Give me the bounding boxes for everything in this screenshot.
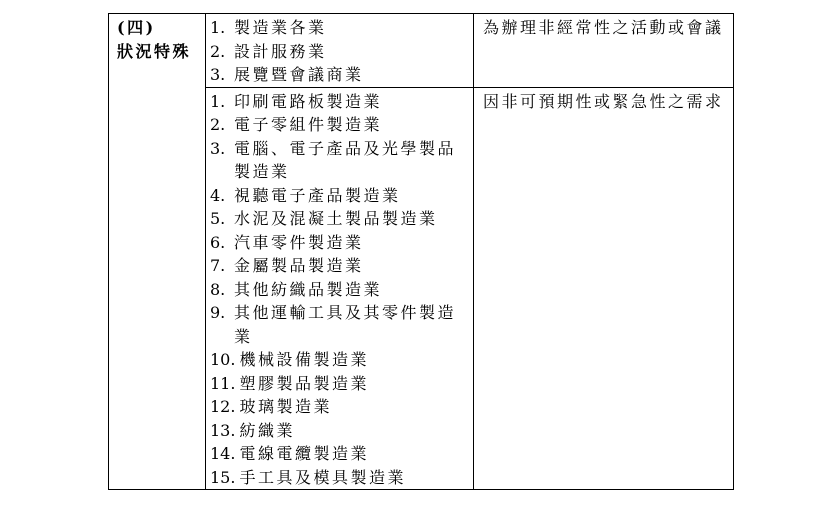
- item-number: 7.: [210, 256, 226, 275]
- item-number: 5.: [210, 209, 226, 228]
- item-text: 視聽電子產品製造業: [234, 185, 401, 205]
- category-cell: [109, 14, 206, 490]
- item-number: 15.: [210, 467, 236, 487]
- item-number: 9.: [210, 303, 226, 322]
- item-text: 其他運輸工具及其零件製造業: [234, 303, 457, 346]
- list-item: [210, 278, 471, 302]
- list-item: [210, 16, 471, 40]
- list-item: [210, 442, 471, 466]
- industry-list: [210, 90, 471, 490]
- item-text: 水泥及混凝土製品製造業: [234, 209, 438, 228]
- item-number: 6.: [210, 232, 226, 252]
- reason-text: 為辦理非經常性之活動或會議: [483, 18, 724, 37]
- item-number: 12.: [210, 397, 236, 416]
- item-number: 13.: [210, 420, 236, 440]
- item-text: 電線電纜製造業: [239, 444, 369, 463]
- list-item: [210, 372, 471, 396]
- item-number: 1.: [210, 18, 226, 37]
- list-item: [210, 184, 471, 208]
- item-number: 3.: [210, 65, 226, 84]
- item-text: 塑膠製品製造業: [239, 373, 369, 393]
- industry-list-cell: [206, 87, 474, 490]
- item-text: 金屬製品製造業: [234, 256, 364, 275]
- item-number: 2.: [210, 115, 226, 134]
- list-item: [210, 40, 471, 64]
- item-text: 其他紡織品製造業: [234, 279, 383, 299]
- item-text: 電子零組件製造業: [234, 115, 383, 134]
- item-number: 4.: [210, 185, 226, 205]
- item-text: 機械設備製造業: [239, 350, 369, 369]
- special-circumstances-table: [108, 13, 734, 490]
- table-row: [109, 14, 734, 88]
- list-item: [210, 466, 471, 490]
- item-text: 印刷電路板製造業: [234, 91, 383, 111]
- list-item: [210, 113, 471, 137]
- item-text: 製造業各業: [234, 18, 327, 37]
- item-number: 1.: [210, 91, 226, 111]
- item-text: 汽車零件製造業: [234, 232, 364, 252]
- item-text: 電腦、電子產品及光學製品製造業: [234, 138, 457, 181]
- list-item: [210, 137, 471, 184]
- category-number: (四): [117, 18, 156, 37]
- reason-cell: [474, 87, 734, 490]
- reason-text: 因非可預期性或緊急性之需求: [483, 91, 724, 111]
- list-item: [210, 63, 471, 87]
- industry-list: [210, 16, 471, 87]
- item-number: 8.: [210, 279, 226, 299]
- category-title: 狀況特殊: [117, 41, 192, 61]
- item-number: 2.: [210, 41, 226, 61]
- list-item: [210, 348, 471, 372]
- item-text: 紡織業: [239, 420, 295, 440]
- list-item: [210, 207, 471, 231]
- item-number: 11.: [210, 373, 236, 393]
- list-item: [210, 231, 471, 255]
- list-item: [210, 419, 471, 443]
- item-number: 10.: [210, 350, 236, 369]
- item-text: 設計服務業: [234, 41, 327, 61]
- industry-list-cell: [206, 14, 474, 88]
- list-item: [210, 254, 471, 278]
- item-number: 3.: [210, 138, 226, 158]
- list-item: [210, 301, 471, 348]
- item-number: 14.: [210, 444, 236, 463]
- reason-cell: [474, 14, 734, 88]
- item-text: 玻璃製造業: [239, 397, 332, 416]
- item-text: 展覽暨會議商業: [234, 65, 364, 84]
- list-item: [210, 395, 471, 419]
- list-item: [210, 90, 471, 114]
- item-text: 手工具及模具製造業: [239, 467, 406, 487]
